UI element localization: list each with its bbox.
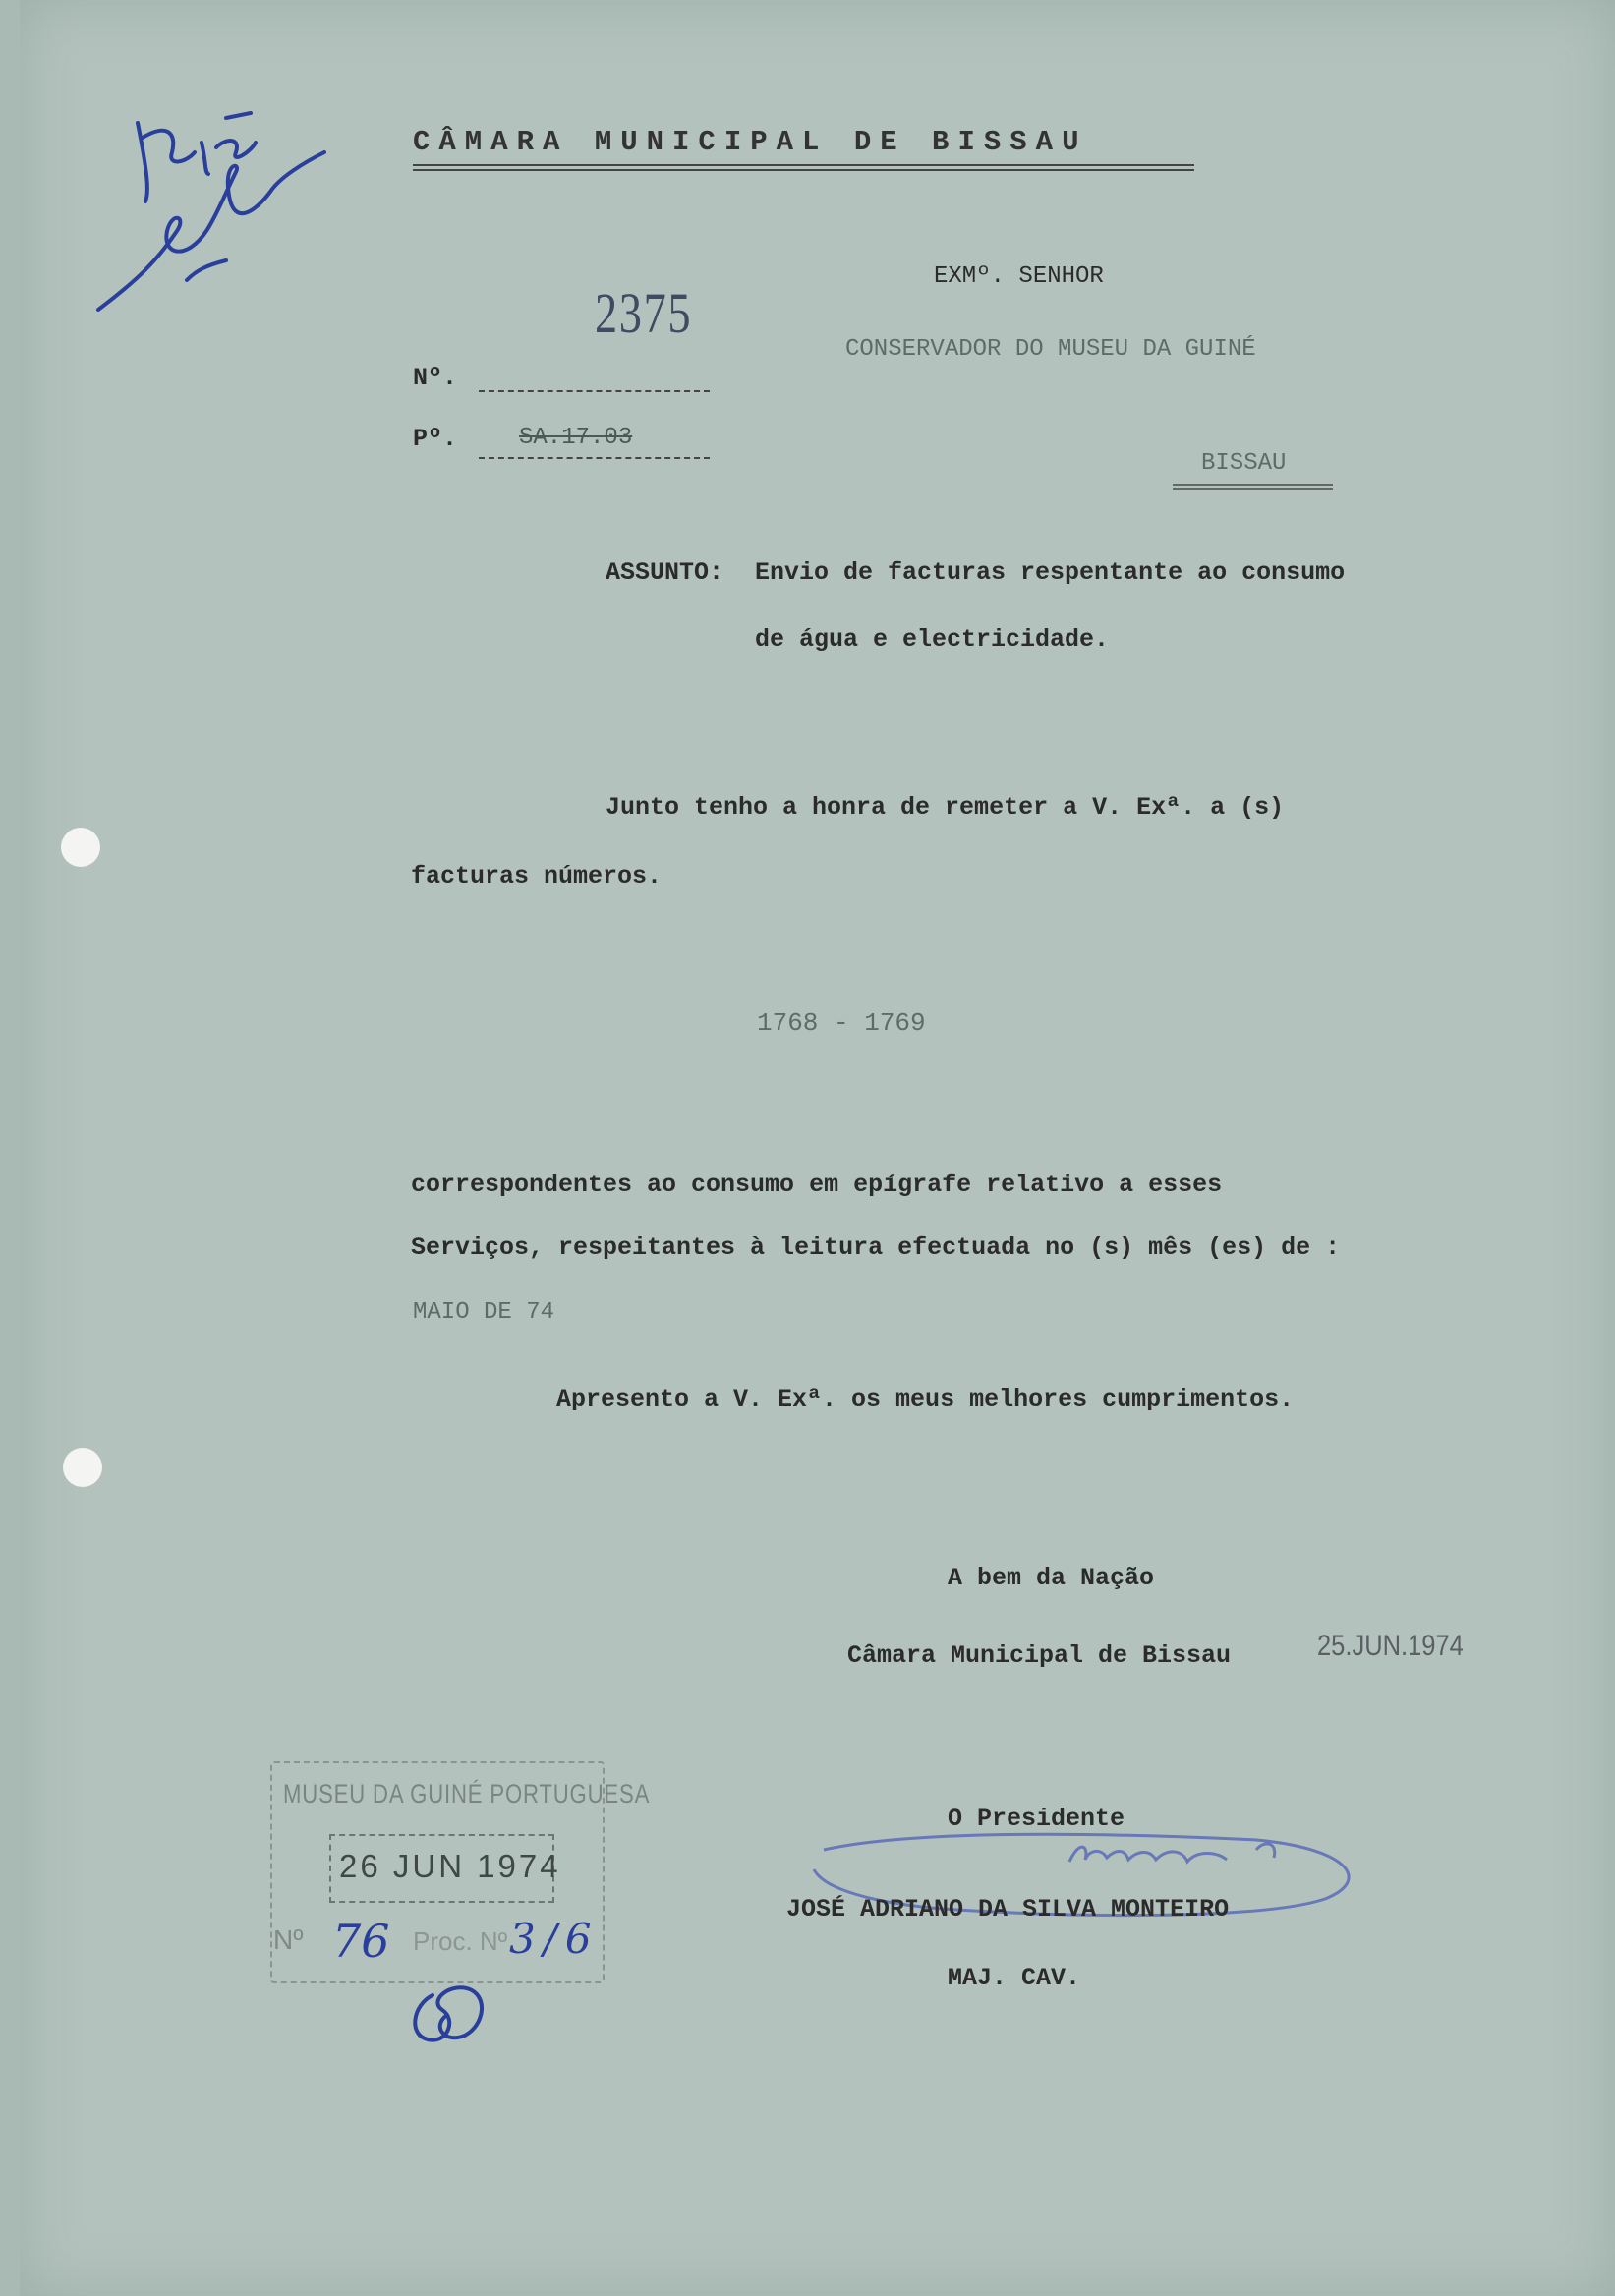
process-field-line [479, 457, 710, 459]
institution-header: CÂMARA MUNICIPAL DE BISSAU [413, 126, 1088, 158]
city-underline [1173, 484, 1333, 486]
stamp-process-label: Proc. Nº [413, 1926, 508, 1956]
signatory-role: O Presidente [948, 1805, 1125, 1833]
city-double-underline [1173, 488, 1333, 490]
process-label: Pº. [413, 425, 458, 453]
header-underline [413, 164, 1194, 166]
stamp-number-value: 76 [332, 1915, 390, 1968]
reading-month: MAIO DE 74 [413, 1299, 555, 1326]
closing-sentence: Apresento a V. Exª. os meus melhores cumprimentos. [556, 1385, 1295, 1413]
header-double-underline [413, 169, 1194, 171]
punch-hole-top [61, 828, 100, 867]
document-number: 2375 [595, 281, 693, 345]
letter-sheet [20, 0, 1615, 2296]
authority-name: Câmara Municipal de Bissau [847, 1641, 1232, 1670]
number-field-line [479, 390, 710, 392]
body-paragraph-1-line-2: facturas números. [411, 862, 663, 890]
number-label: Nº. [413, 364, 458, 392]
process-value: SA.17.03 [519, 425, 633, 451]
subject-label: ASSUNTO: [606, 558, 724, 587]
addressee-city: BISSAU [1201, 450, 1287, 477]
motto: A bem da Nação [948, 1564, 1155, 1592]
subject-line-2: de água e electricidade. [755, 625, 1110, 654]
addressee-title: CONSERVADOR DO MUSEU DA GUINÉ [845, 336, 1256, 363]
stamp-title: MUSEU DA GUINÉ PORTUGUESA [283, 1779, 651, 1808]
subject-line-1: Envio de facturas respentante ao consumo [755, 558, 1346, 587]
handwritten-visto-signature [79, 93, 344, 339]
stamp-number-label: Nº [273, 1924, 304, 1955]
addressee-salutation: EXMº. SENHOR [934, 263, 1104, 290]
stamp-process-value: 3/6 [509, 1915, 600, 1963]
handwritten-mark [403, 1976, 491, 2054]
invoice-numbers: 1768 - 1769 [757, 1008, 926, 1038]
signatory-name: JOSÉ ADRIANO DA SILVA MONTEIRO [786, 1895, 1230, 1923]
punch-hole-bottom [63, 1448, 102, 1487]
body-paragraph-1-line-1: Junto tenho a honra de remeter a V. Exª. a (s) [606, 793, 1285, 822]
stamp-date: 26 JUN 1974 [339, 1848, 561, 1884]
body-paragraph-2-line-2: Serviços, respeitantes à leitura efectuada no (s) mês (es) de : [411, 1234, 1341, 1262]
signatory-rank: MAJ. CAV. [948, 1964, 1081, 1992]
body-paragraph-2-line-1: correspondentes ao consumo em epígrafe relativo a esses [411, 1171, 1223, 1199]
dispatch-date-stamp: 25.JUN.1974 [1317, 1630, 1464, 1662]
